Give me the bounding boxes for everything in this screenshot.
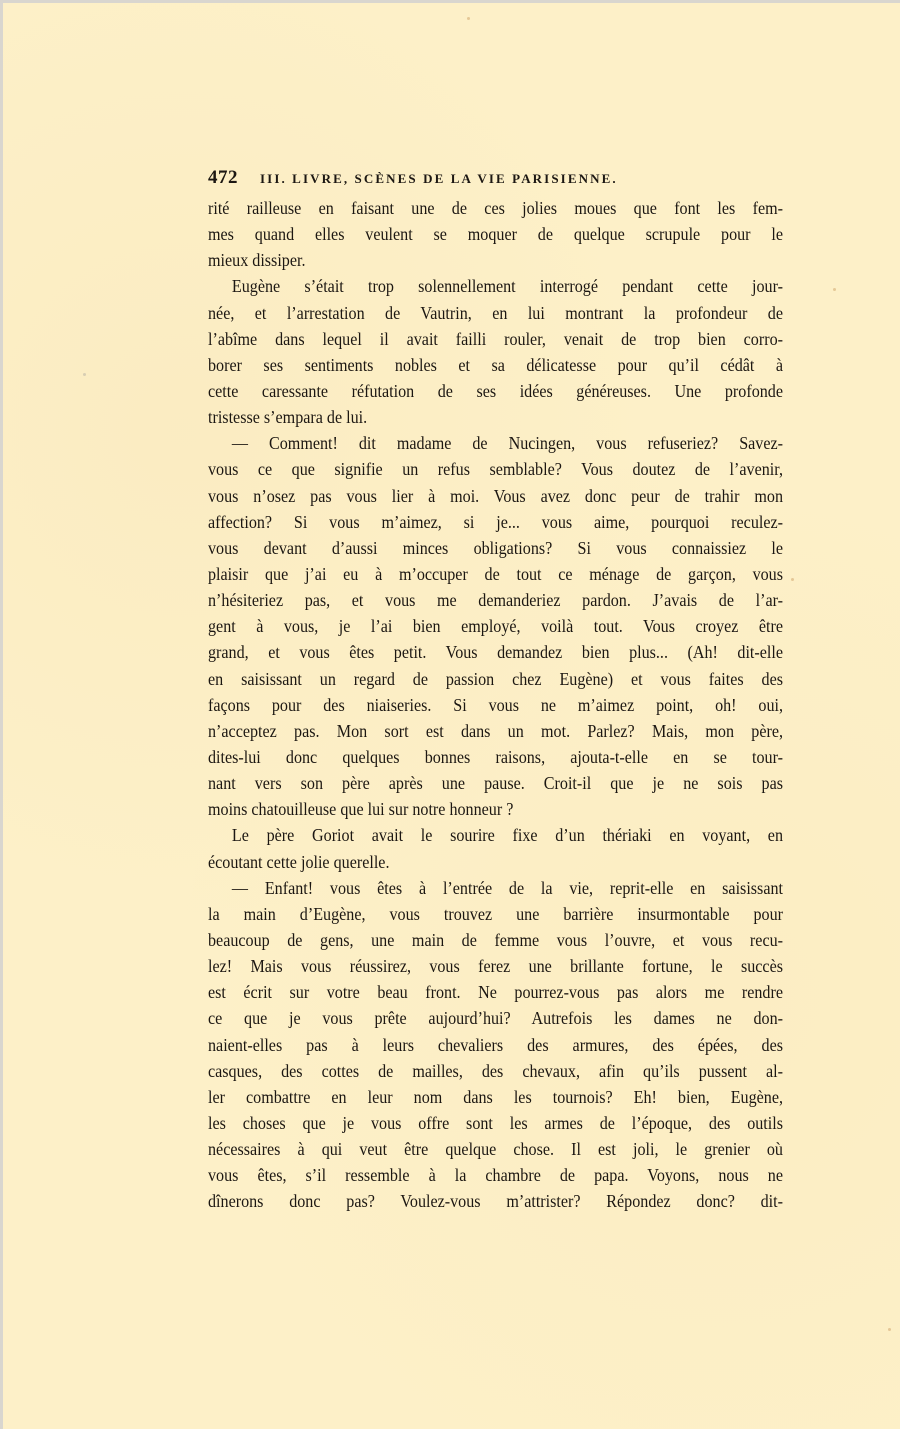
text-line: grand, et vous êtes petit. Vous demandez bien plus... (Ah! dit-elle xyxy=(208,642,783,663)
paragraph xyxy=(208,430,783,822)
text-line: cette caressante réfutation de ses idées généreuses. Une profonde xyxy=(208,380,783,401)
text-line: rité railleuse en faisant une de ces jolies moues que font les fem- xyxy=(208,198,783,218)
text-line: vous devant d’aussi minces obligations? Si vous connaissiez le xyxy=(208,537,783,558)
text-line: les choses que je vous offre sont les armes de l’époque, des outils xyxy=(208,1112,783,1133)
text-line: — Enfant! vous êtes à l’entrée de la vie, reprit-elle en saisissant xyxy=(231,877,784,898)
page-number: 472 xyxy=(208,167,238,188)
text-line: plaisir que j’ai eu à m’occuper de tout ce ménage de garçon, vous xyxy=(208,563,783,584)
paper-spot xyxy=(791,578,794,581)
running-head-title: III. LIVRE, SCÈNES DE LA VIE PARISIENNE. xyxy=(260,171,618,186)
text-line: moins chatouilleuse que lui sur notre honneur ? xyxy=(208,799,514,820)
text-line: est écrit sur votre beau front. Ne pourrez-vous pas alors me rendre xyxy=(208,982,783,1003)
text-line: mes quand elles veulent se moquer de quelque scrupule pour le xyxy=(208,224,783,245)
page-text-block xyxy=(208,163,783,1214)
paragraph xyxy=(208,822,783,874)
paper-spot xyxy=(888,1328,891,1331)
text-line: n’acceptez pas. Mon sort est dans un mot. Parlez? Mais, mon père, xyxy=(208,720,783,741)
text-line: dînerons donc pas? Voulez-vous m’attrister? Répondez donc? dit- xyxy=(208,1191,783,1212)
text-line: tristesse s’empara de lui. xyxy=(208,407,368,428)
text-line: née, et l’arrestation de Vautrin, en lui montrant la profondeur de xyxy=(208,302,783,323)
text-line: Eugène s’était trop solennellement interrogé pendant cette jour- xyxy=(231,276,784,297)
text-line: lez! Mais vous réussirez, vous ferez une brillante fortune, le succès xyxy=(208,956,783,977)
text-line: la main d’Eugène, vous trouvez une barrière insurmontable pour xyxy=(208,903,783,924)
text-line: mieux dissiper. xyxy=(208,250,306,271)
text-line: beaucoup de gens, une main de femme vous l’ouvre, et vous recu- xyxy=(208,929,783,950)
text-line: gent à vous, je l’ai bien employé, voilà tout. Vous croyez être xyxy=(208,616,783,637)
text-line: l’abîme dans lequel il avait failli rouler, venait de trop bien corro- xyxy=(208,328,783,349)
text-line: naient-elles pas à leurs chevaliers des armures, des épées, des xyxy=(208,1034,783,1055)
paper-spot xyxy=(467,17,470,20)
paragraph xyxy=(208,875,783,1215)
text-line: vous ce que signifie un refus semblable? Vous doutez de l’avenir, xyxy=(208,459,783,480)
text-line: casques, des cottes de mailles, des chevaux, afin qu’ils pussent al- xyxy=(208,1060,783,1081)
paragraph xyxy=(208,273,783,430)
text-line: nécessaires à qui veut être quelque chose. Il est joli, le grenier où xyxy=(208,1139,783,1160)
text-line: Le père Goriot avait le sourire fixe d’un thériaki en voyant, en xyxy=(231,825,784,846)
text-line: n’hésiteriez pas, et vous me demanderiez pardon. J’avais de l’ar- xyxy=(208,590,783,611)
paper-spot xyxy=(83,373,86,376)
text-line: vous n’osez pas vous lier à moi. Vous avez donc peur de trahir mon xyxy=(208,485,783,506)
text-line: affection? Si vous m’aimez, si je... vous aime, pourquoi reculez- xyxy=(208,511,783,532)
text-line: façons pour des niaiseries. Si vous ne m’aimez point, oh! oui, xyxy=(208,694,783,715)
text-line: ce que je vous prête aujourd’hui? Autrefois les dames ne don- xyxy=(208,1008,783,1029)
running-head xyxy=(208,163,783,193)
text-line: vous êtes, s’il ressemble à la chambre de papa. Voyons, nous ne xyxy=(208,1165,783,1186)
body-text xyxy=(208,195,783,1214)
text-line: — Comment! dit madame de Nucingen, vous refuseriez? Savez- xyxy=(231,433,784,454)
text-line: dites-lui donc quelques bonnes raisons, ajouta-t-elle en se tour- xyxy=(208,746,783,767)
text-line: borer ses sentiments nobles et sa délicatesse pour qu’il cédât à xyxy=(208,354,783,375)
text-line: écoutant cette jolie querelle. xyxy=(208,851,390,872)
book-page xyxy=(3,3,900,1429)
text-line: en saisissant un regard de passion chez Eugène) et vous faites des xyxy=(208,668,783,689)
text-line: nant vers son père après une pause. Croit-il que je ne sois pas xyxy=(208,773,783,794)
text-line: ler combattre en leur nom dans les tournois? Eh! bien, Eugène, xyxy=(208,1086,783,1107)
paper-spot xyxy=(833,288,836,291)
paragraph xyxy=(208,195,783,273)
